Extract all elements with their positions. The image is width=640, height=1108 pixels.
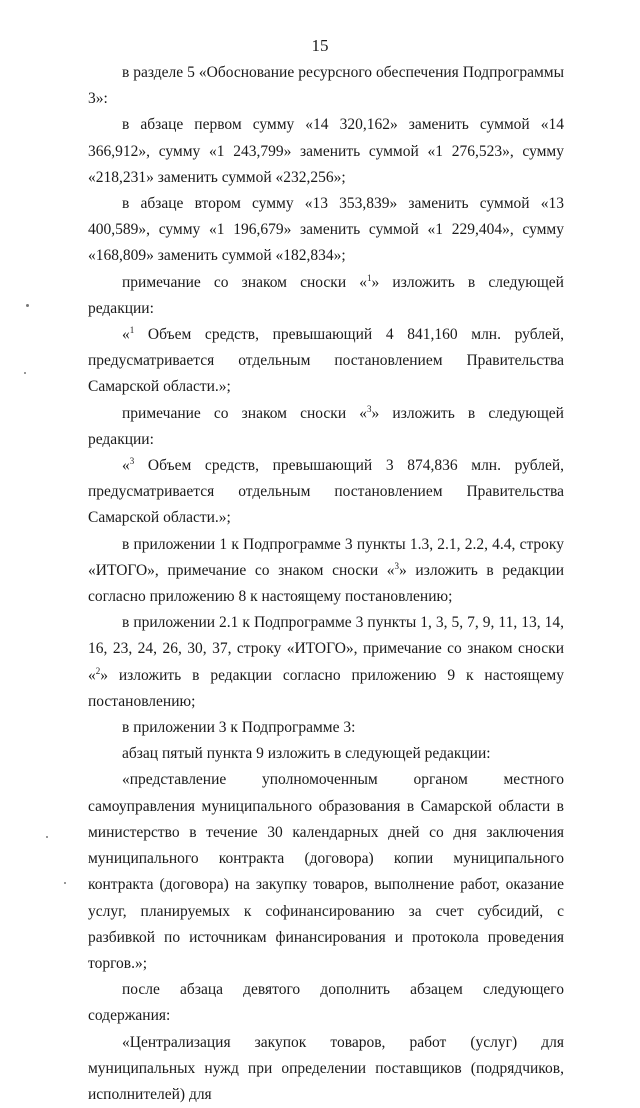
paragraph-text: «представление уполномоченным органом местного самоуправления муниципального образования в Самарской области в министерство в течение 30 календарных дней со дня заключения муниципального контракта (договора) копии муниципального контракта (договора) на закупку товаров, выполнение работ, оказание услуг, планируемых к софинансированию за счет субсидий, с разбивкой по источникам финансирования и протокола проведения торгов.»; xyxy=(88,771,564,972)
scan-speck xyxy=(26,304,29,307)
paragraph-text: Объем средств, превышающий 3 874,836 млн. рублей, предусматривается отдельным постановлением Правительства Самарской области.»; xyxy=(88,457,564,527)
document-body xyxy=(88,60,564,1108)
paragraph xyxy=(88,1030,564,1108)
footnote-marker: 1 xyxy=(129,325,135,336)
paragraph xyxy=(88,112,564,191)
paragraph xyxy=(88,401,564,453)
paragraph-text: » изложить в следующей редакции: xyxy=(88,273,564,317)
footnote-marker: 3 xyxy=(129,456,135,467)
paragraph-text: в приложении 2.1 к Подпрограмме 3 пункты 1, 3, 5, 7, 9, 11, 13, 14, 16, 23, 24, 26, 30, 37, строку «ИТОГО», примечание со знаком сноски « xyxy=(88,614,564,684)
paragraph xyxy=(88,191,564,270)
paragraph xyxy=(88,453,564,532)
paragraph-text: примечание со знаком сноски « xyxy=(122,273,368,291)
footnote-marker: 2 xyxy=(95,665,101,676)
paragraph-text: « xyxy=(122,457,130,475)
paragraph xyxy=(88,532,564,611)
paragraph xyxy=(88,60,564,112)
paragraph xyxy=(88,322,564,401)
paragraph-text: «Централизация закупок товаров, работ (услуг) для муниципальных нужд при определении поставщиков (подрядчиков, исполнителей) для xyxy=(88,1033,564,1103)
paragraph-text: » изложить в редакции согласно приложению 8 к настоящему постановлению; xyxy=(88,561,564,606)
scan-speck xyxy=(64,882,66,884)
paragraph xyxy=(88,270,564,322)
paragraph-text: в разделе 5 «Обоснование ресурсного обеспечения Подпрограммы 3»: xyxy=(88,64,564,108)
paragraph xyxy=(88,767,564,977)
paragraph xyxy=(88,610,564,715)
paragraph xyxy=(88,741,564,767)
paragraph-text: » изложить в редакции согласно приложению 9 к настоящему постановлению; xyxy=(88,666,564,710)
paragraph-text: после абзаца девятого дополнить абзацем следующего содержания: xyxy=(88,981,564,1025)
footnote-marker: 3 xyxy=(394,560,400,571)
paragraph-text: Объем средств, превышающий 4 841,160 млн. рублей, предусматривается отдельным постановлением Правительства Самарской области.»; xyxy=(88,326,564,396)
footnote-marker: 1 xyxy=(367,272,372,283)
paragraph-text: в абзаце первом сумму «14 320,162» заменить суммой «14 366,912», сумму «1 243,799» заменить суммой «1 276,523», сумму «218,231» заменить суммой «232,256»; xyxy=(88,116,564,186)
paragraph-text: » изложить в следующей редакции: xyxy=(88,404,564,448)
paragraph xyxy=(88,977,564,1029)
scan-speck xyxy=(46,836,48,838)
paragraph-text: в приложении 3 к Подпрограмме 3: xyxy=(122,719,356,737)
footnote-marker: 3 xyxy=(367,403,372,414)
paragraph-text: в приложении 1 к Подпрограмме 3 пункты 1.3, 2.1, 2.2, 4.4, строку «ИТОГО», примечание со знаком сноски « xyxy=(88,535,564,579)
page-number: 15 xyxy=(311,36,329,55)
paragraph-text: в абзаце втором сумму «13 353,839» заменить суммой «13 400,589», сумму «1 196,679» заменить суммой «1 229,404», сумму «168,809» заменить суммой «182,834»; xyxy=(88,195,564,265)
scan-speck xyxy=(24,372,26,374)
paragraph-text: примечание со знаком сноски « xyxy=(122,404,368,422)
paragraph-text: абзац пятый пункта 9 изложить в следующей редакции: xyxy=(122,745,491,763)
paragraph-text: « xyxy=(122,326,130,344)
paragraph xyxy=(88,715,564,741)
